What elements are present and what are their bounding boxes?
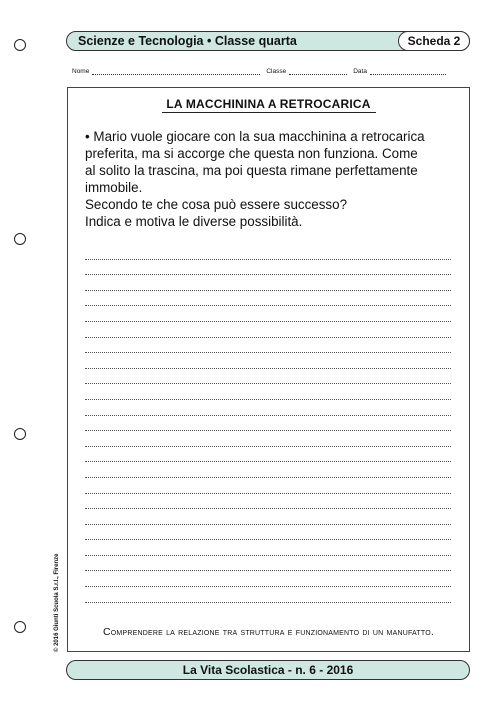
answer-line[interactable] [85,416,451,432]
answer-line[interactable] [85,400,451,416]
question-line: Secondo te che cosa può essere successo? [85,197,348,212]
binder-hole-upper-middle [14,233,26,245]
binder-hole-top [14,39,26,51]
title-underline [162,112,376,113]
student-info-row [72,68,452,75]
date-label: Data [353,68,367,75]
answer-line[interactable] [85,571,451,587]
answer-line[interactable] [85,322,451,338]
answer-lines[interactable] [85,244,451,603]
answer-line[interactable] [85,462,451,478]
answer-line[interactable] [85,275,451,291]
name-label: Nome [72,68,90,75]
answer-line[interactable] [85,384,451,400]
name-field[interactable] [72,68,260,75]
question-line: immobile. [85,180,143,195]
copyright-notice: © 2016 Giunti Scuola S.r.l., Firenze [54,553,60,652]
answer-line[interactable] [85,447,451,463]
binder-hole-bottom [14,621,26,633]
date-blank[interactable] [370,68,446,75]
answer-line[interactable] [85,244,451,260]
question-line: preferita, ma si accorge che questa non funziona. Come [85,146,418,161]
binder-hole-lower-middle [14,428,26,440]
answer-line[interactable] [85,540,451,556]
answer-line[interactable] [85,587,451,603]
answer-line[interactable] [85,353,451,369]
question-line: al solito la trascina, ma poi questa rimane perfettamente [85,163,418,178]
answer-line[interactable] [85,494,451,510]
question-line: Indica e motiva le diverse possibilità. [85,214,303,229]
answer-line[interactable] [85,556,451,572]
answer-line[interactable] [85,431,451,447]
question-line: • Mario vuole giocare con la sua macchinina a retrocarica [85,129,425,144]
header-subject: Scienze e Tecnologia • Classe quarta [78,34,297,48]
footer-bar: La Vita Scolastica - n. 6 - 2016 [66,660,470,680]
worksheet-title: LA MACCHININA A RETROCARICA [166,97,371,111]
answer-line[interactable] [85,291,451,307]
class-field[interactable] [266,68,347,75]
answer-line[interactable] [85,478,451,494]
answer-line[interactable] [85,338,451,354]
sheet-badge: Scheda 2 [398,31,470,51]
date-field[interactable] [353,68,446,75]
question-text [85,128,465,230]
learning-objective: Comprendere la relazione tra struttura e funzionamento di un manufatto. [103,626,434,638]
answer-line[interactable] [85,509,451,525]
class-blank[interactable] [289,68,347,75]
answer-line[interactable] [85,525,451,541]
answer-line[interactable] [85,260,451,276]
answer-line[interactable] [85,306,451,322]
answer-line[interactable] [85,369,451,385]
name-blank[interactable] [92,68,260,75]
class-label: Classe [266,68,287,75]
